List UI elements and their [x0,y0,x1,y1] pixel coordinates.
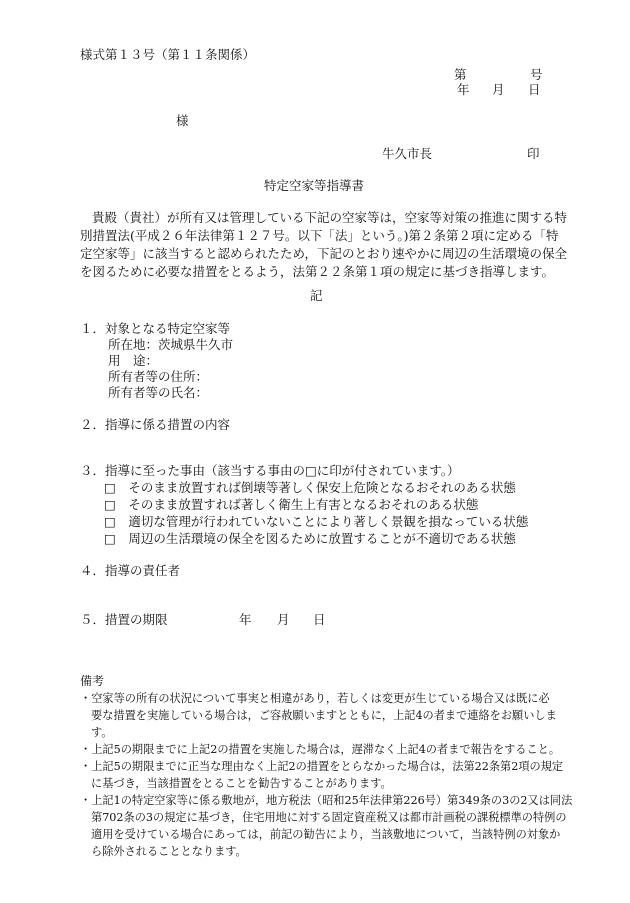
document-title: 特定空家等指導書 [264,178,365,193]
deadline-year-label: 年 [239,612,252,627]
date-year-label: 年 [457,82,470,97]
deadline-day-label: 日 [313,612,326,627]
checkbox[interactable]: □ [104,531,116,546]
remark-bullet: ・ [80,692,92,705]
remark-bullet: ・ [80,743,92,756]
intro-line: 定空家等」に該当すると認められたため，下記のとおり速やかに周辺の生活環境の保全 [80,246,568,261]
remarks-list [80,690,573,860]
remark-continuation: 要な措置を実施している場合は，ご容赦願いますとともに，上記4の者まで連絡をお願いしま [91,709,557,722]
remark-item: ・上記5の期限までに正当な理由なく上記2の措置をとらなかった場合は，法第22条第2項の規定 [80,760,564,773]
ki-marker: 記 [310,288,323,303]
reason-option-label: そのまま放置すれば倒壊等著しく保安上危険となるおそれのある状態 [128,480,516,495]
intro-line: 貴殿（貴社）が所有又は管理している下記の空家等は，空家等対策の推進に関する特 [92,210,568,225]
form-number: 様式第１３号（第１１条関係） [80,47,256,62]
remark-item: ・空家等の所有の状況について事実と相違があり，若しくは変更が生じている場合又は既に必 [80,692,550,705]
reason-option [104,530,516,547]
section2-heading: ２．指導に係る措置の内容 [80,417,231,432]
remark-continuation: に基づき，当該措置をとることを勧告することがあります。 [91,777,392,790]
intro-line: 別措置法(平成２６年法律第１２７号。以下「法」という。)第２条第２項に定める「特 [80,228,559,243]
remark-item: ・上記5の期限までに上記2の措置を実施した場合は，遅滞なく上記4の者まで報告をすること。 [80,743,561,756]
section3-heading: ３．指導に至った事由（該当する事由の□に印が付されています。） [80,463,460,478]
field-location: 所在地：茨城県牛久市 [108,337,234,352]
reason-option-label: 適切な管理が行われていないことにより著しく景観を損なっている状態 [128,514,529,529]
date-day-label: 日 [528,82,541,97]
remark-continuation: ら除外されることとなります。 [91,845,247,858]
section5-heading: ５．措置の期限 [80,612,168,627]
reason-option-label: 周辺の生活環境の保全を図るために放置することが不適切である状態 [128,531,516,546]
intro-line: を図るために必要な措置をとるよう，法第２２条第１項の規定に基づき指導します。 [80,264,555,279]
remark-item: ・上記1の特定空家等に係る敷地が，地方税法（昭和25年法律第226号）第349条の3の2又は同法 [80,794,573,807]
recipient-honorific: 様 [176,113,189,128]
remark-continuation: す。 [91,726,113,739]
document-number-prefix: 第 [454,67,467,82]
checkbox[interactable]: □ [104,480,116,495]
checkbox[interactable]: □ [104,514,116,529]
reason-option-label: そのまま放置すれば著しく衛生上有害となるおそれのある状態 [128,497,479,512]
field-usage: 用 途： [108,353,159,368]
reason-option [104,496,478,513]
reason-option [104,479,516,496]
document-number-suffix: 号 [530,67,543,82]
field-owner-address: 所有者等の住所： [108,369,209,384]
date-month-label: 月 [492,82,505,97]
remark-bullet: ・ [80,794,92,807]
checkbox[interactable]: □ [104,497,116,512]
seal-mark: 印 [527,146,540,161]
remark-continuation: 第702条の3の規定に基づき，住宅用地に対する固定資産税又は都市計画税の課税標準の特例の [91,811,567,824]
intro-paragraph [80,209,568,281]
issuer-name: 牛久市長 [382,146,433,161]
field-owner-name: 所有者等の氏名： [108,385,209,400]
remark-bullet: ・ [80,760,92,773]
remarks-title: 備考 [80,674,105,688]
deadline-month-label: 月 [277,612,290,627]
section1-heading: １．対象となる特定空家等 [80,321,231,336]
reason-option [104,513,528,530]
remark-continuation: 適用を受けている場合にあっては，前記の勧告により，当該敷地について，当該特例の対象か [91,828,561,841]
section4-heading: ４．指導の責任者 [80,563,181,578]
